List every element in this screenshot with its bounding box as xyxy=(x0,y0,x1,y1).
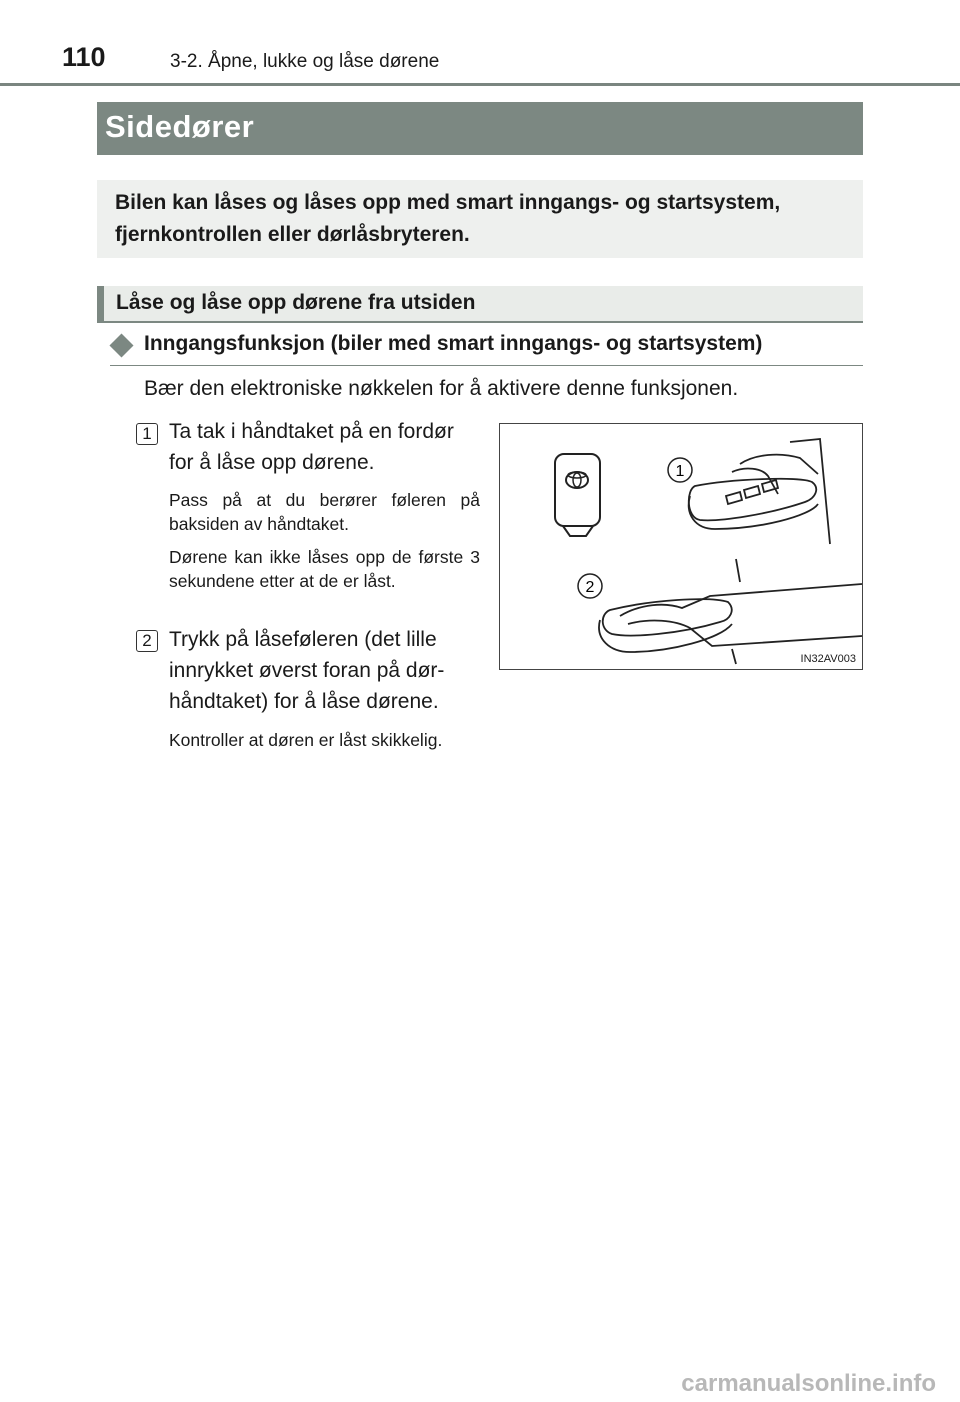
subsection-title: Låse og låse opp dørene fra utsiden xyxy=(116,291,476,314)
watermark: carmanualsonline.info xyxy=(681,1370,936,1397)
step-2-line-2: innrykket øverst foran på dør- xyxy=(169,659,445,682)
step-2-marker: 2 xyxy=(136,630,158,652)
subsection-bar xyxy=(97,286,863,323)
step-1-text xyxy=(169,416,480,478)
callout-1-label: 1 xyxy=(675,463,685,480)
step-2-line-1: Trykk på låseføleren (det lille xyxy=(169,628,437,651)
intro-text: Bilen kan låses og låses opp med smart inngangs- og startsystem, fjernkontrollen eller dørlåsbryteren. xyxy=(115,191,781,246)
door-handle-illustration xyxy=(499,423,863,670)
step-1-note-2: Dørene kan ikke låses opp de første 3 sekundene etter at de er låst. xyxy=(169,547,480,591)
step-2-line-3: håndtaket) for å låse dørene. xyxy=(169,690,439,713)
diamond-bullet-icon xyxy=(109,333,133,357)
section-banner xyxy=(97,102,863,155)
step-1-line-2: for å låse opp dørene. xyxy=(169,451,375,474)
running-header: 3-2. Åpne, lukke og låse dørene xyxy=(170,51,440,72)
page-number: 110 xyxy=(62,42,106,72)
section-title: Sidedører xyxy=(105,109,255,144)
feature-heading: Inngangsfunksjon (biler med smart inngangs- og startsystem) xyxy=(144,332,763,355)
figure-code: IN32AV003 xyxy=(800,653,856,665)
feature-intro: Bær den elektroniske nøkkelen for å aktivere denne funksjonen. xyxy=(144,377,739,400)
step-1-line-1: Ta tak i håndtaket på en fordør xyxy=(169,420,454,443)
step-2-text xyxy=(169,624,480,717)
step-1-marker: 1 xyxy=(136,423,158,445)
feature-rule xyxy=(110,365,863,366)
step-1-note-1: Pass på at du berører føleren på baksiden av håndtaket. xyxy=(169,490,480,534)
intro-box xyxy=(97,180,863,258)
header-rule xyxy=(0,83,960,86)
illustration-callouts xyxy=(500,424,862,669)
callout-2-label: 2 xyxy=(585,579,595,596)
step-2-note-1: Kontroller at døren er låst skikkelig. xyxy=(169,730,443,750)
